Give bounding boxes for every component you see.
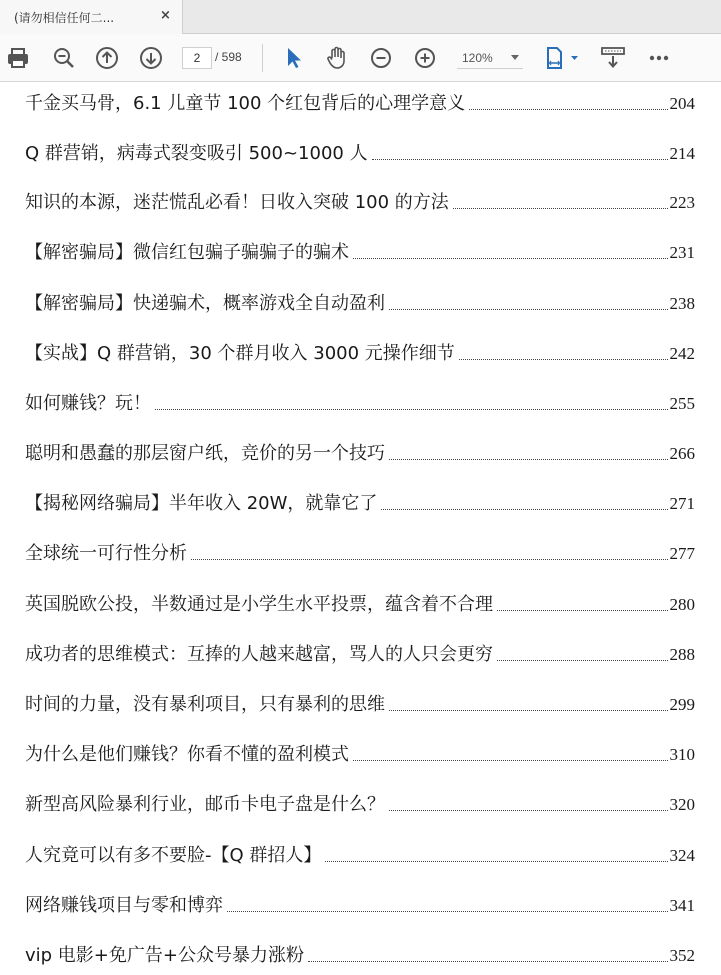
chevron-down-icon bbox=[511, 55, 519, 60]
toc-entry-page: 320 bbox=[669, 795, 695, 814]
toc-entry[interactable] bbox=[25, 439, 695, 465]
more-icon[interactable] bbox=[646, 45, 672, 71]
toc-leader-dots bbox=[469, 109, 667, 110]
toc-entry[interactable] bbox=[25, 941, 695, 967]
zoom-in-icon[interactable] bbox=[412, 45, 438, 71]
toc-entry-page: 255 bbox=[669, 394, 695, 413]
toc-entry-page: 204 bbox=[669, 94, 695, 113]
toc-entry-title: Q 群营销，病毒式裂变吸引 500~1000 人 bbox=[25, 143, 368, 164]
toc-leader-dots bbox=[372, 159, 668, 160]
toc-entry-page: 310 bbox=[669, 745, 695, 764]
toc-entry-page: 352 bbox=[669, 946, 695, 965]
close-tab-icon[interactable]: × bbox=[160, 8, 171, 23]
toc-entry-page: 214 bbox=[669, 144, 695, 163]
toc-leader-dots bbox=[459, 359, 668, 360]
toc-leader-dots bbox=[325, 861, 667, 862]
toc-leader-dots bbox=[497, 610, 668, 611]
toc-entry-title: 人究竟可以有多不要脸-【Q 群招人】 bbox=[25, 845, 322, 866]
toc-leader-dots bbox=[497, 660, 668, 661]
page-total: / 598 bbox=[215, 50, 242, 64]
zoom-out-magnifier-icon[interactable] bbox=[51, 45, 77, 71]
toc-entry-page: 341 bbox=[669, 896, 695, 915]
toc-entry[interactable] bbox=[25, 339, 695, 365]
zoom-select[interactable] bbox=[457, 47, 523, 69]
toc-leader-dots bbox=[389, 810, 668, 811]
page-number-input[interactable]: 2 bbox=[182, 47, 212, 69]
toc-entry[interactable] bbox=[25, 89, 695, 115]
document-tab[interactable] bbox=[0, 0, 183, 34]
read-mode-icon[interactable] bbox=[600, 45, 626, 71]
toc-leader-dots bbox=[353, 258, 668, 259]
zoom-value: 120% bbox=[462, 51, 493, 65]
toc-entry[interactable] bbox=[25, 590, 695, 616]
toc-entry-page: 271 bbox=[669, 494, 695, 513]
toolbar-divider bbox=[262, 44, 263, 72]
toc-entry-page: 266 bbox=[669, 444, 695, 463]
toc-entry[interactable] bbox=[25, 188, 695, 214]
toc-entry-page: 324 bbox=[669, 846, 695, 865]
toc-entry-page: 277 bbox=[669, 544, 695, 563]
toc-entry[interactable] bbox=[25, 289, 695, 315]
toc-entry-title: 千金买马骨，6.1 儿童节 100 个红包背后的心理学意义 bbox=[25, 93, 466, 114]
toc-entry[interactable] bbox=[25, 539, 695, 565]
toc-entry-title: 全球统一可行性分析 bbox=[25, 543, 187, 564]
toc-entry-page: 242 bbox=[669, 344, 695, 363]
print-icon[interactable] bbox=[5, 45, 31, 71]
toc-entry-page: 231 bbox=[669, 243, 695, 262]
toc-leader-dots bbox=[227, 911, 668, 912]
select-cursor-icon[interactable] bbox=[281, 45, 307, 71]
toc-entry-title: vip 电影+免广告+公众号暴力涨粉 bbox=[25, 945, 304, 966]
tab-bar bbox=[0, 0, 721, 34]
toc-leader-dots bbox=[155, 409, 668, 410]
toc-leader-dots bbox=[191, 559, 668, 560]
page-down-icon[interactable] bbox=[138, 45, 164, 71]
toc-entry-title: 为什么是他们赚钱？你看不懂的盈利模式 bbox=[25, 744, 349, 765]
fit-page-icon[interactable] bbox=[545, 45, 581, 71]
toc-entry-page: 280 bbox=[669, 595, 695, 614]
toc-entry-title: 如何赚钱？玩！ bbox=[25, 393, 151, 414]
toc-entry-title: 【解密骗局】微信红包骗子骗骗子的骗术 bbox=[25, 242, 349, 263]
toc-leader-dots bbox=[389, 710, 668, 711]
toc-entry-title: 知识的本源，迷茫慌乱必看！日收入突破 100 的方法 bbox=[25, 192, 449, 213]
toc-entry[interactable] bbox=[25, 489, 695, 515]
toc-entry-title: 时间的力量，没有暴利项目，只有暴利的思维 bbox=[25, 694, 385, 715]
document-page bbox=[0, 83, 721, 975]
toc-entry-title: 【解密骗局】快递骗术，概率游戏全自动盈利 bbox=[25, 293, 385, 314]
toc-entry-page: 299 bbox=[669, 695, 695, 714]
toc-entry[interactable] bbox=[25, 740, 695, 766]
tab-title: (请勿相信任何二... bbox=[14, 11, 115, 25]
toc-entry-page: 223 bbox=[669, 193, 695, 212]
toc-entry-title: 【实战】Q 群营销，30 个群月收入 3000 元操作细节 bbox=[25, 343, 455, 364]
toc-entry-title: 聪明和愚蠢的那层窗户纸，竞价的另一个技巧 bbox=[25, 443, 385, 464]
zoom-out-icon[interactable] bbox=[368, 45, 394, 71]
toc-entry-page: 288 bbox=[669, 645, 695, 664]
toc-entry[interactable] bbox=[25, 139, 695, 165]
hand-tool-icon[interactable] bbox=[324, 45, 350, 71]
toc-leader-dots bbox=[381, 509, 667, 510]
toc-leader-dots bbox=[389, 309, 668, 310]
toc-entry[interactable] bbox=[25, 891, 695, 917]
toc-entry[interactable] bbox=[25, 790, 695, 816]
toc-entry-page: 238 bbox=[669, 294, 695, 313]
toc-entry-title: 成功者的思维模式：互捧的人越来越富，骂人的人只会更穷 bbox=[25, 644, 493, 665]
toc-entry[interactable] bbox=[25, 238, 695, 264]
toc-leader-dots bbox=[453, 208, 668, 209]
toc-entry-title: 【揭秘网络骗局】半年收入 20W，就靠它了 bbox=[25, 493, 378, 514]
toc-leader-dots bbox=[308, 961, 668, 962]
page-up-icon[interactable] bbox=[94, 45, 120, 71]
toc-entry-title: 英国脱欧公投，半数通过是小学生水平投票，蕴含着不合理 bbox=[25, 594, 493, 615]
toc-entry-title: 新型高风险暴利行业，邮币卡电子盘是什么？ bbox=[25, 794, 385, 815]
toc-entry[interactable] bbox=[25, 690, 695, 716]
toc-entry-title: 网络赚钱项目与零和博弈 bbox=[25, 895, 223, 916]
toc-entry[interactable] bbox=[25, 389, 695, 415]
toc-entry[interactable] bbox=[25, 640, 695, 666]
toc-leader-dots bbox=[389, 459, 668, 460]
toc-entry[interactable] bbox=[25, 841, 695, 867]
toc-leader-dots bbox=[353, 760, 668, 761]
toolbar bbox=[0, 34, 721, 82]
